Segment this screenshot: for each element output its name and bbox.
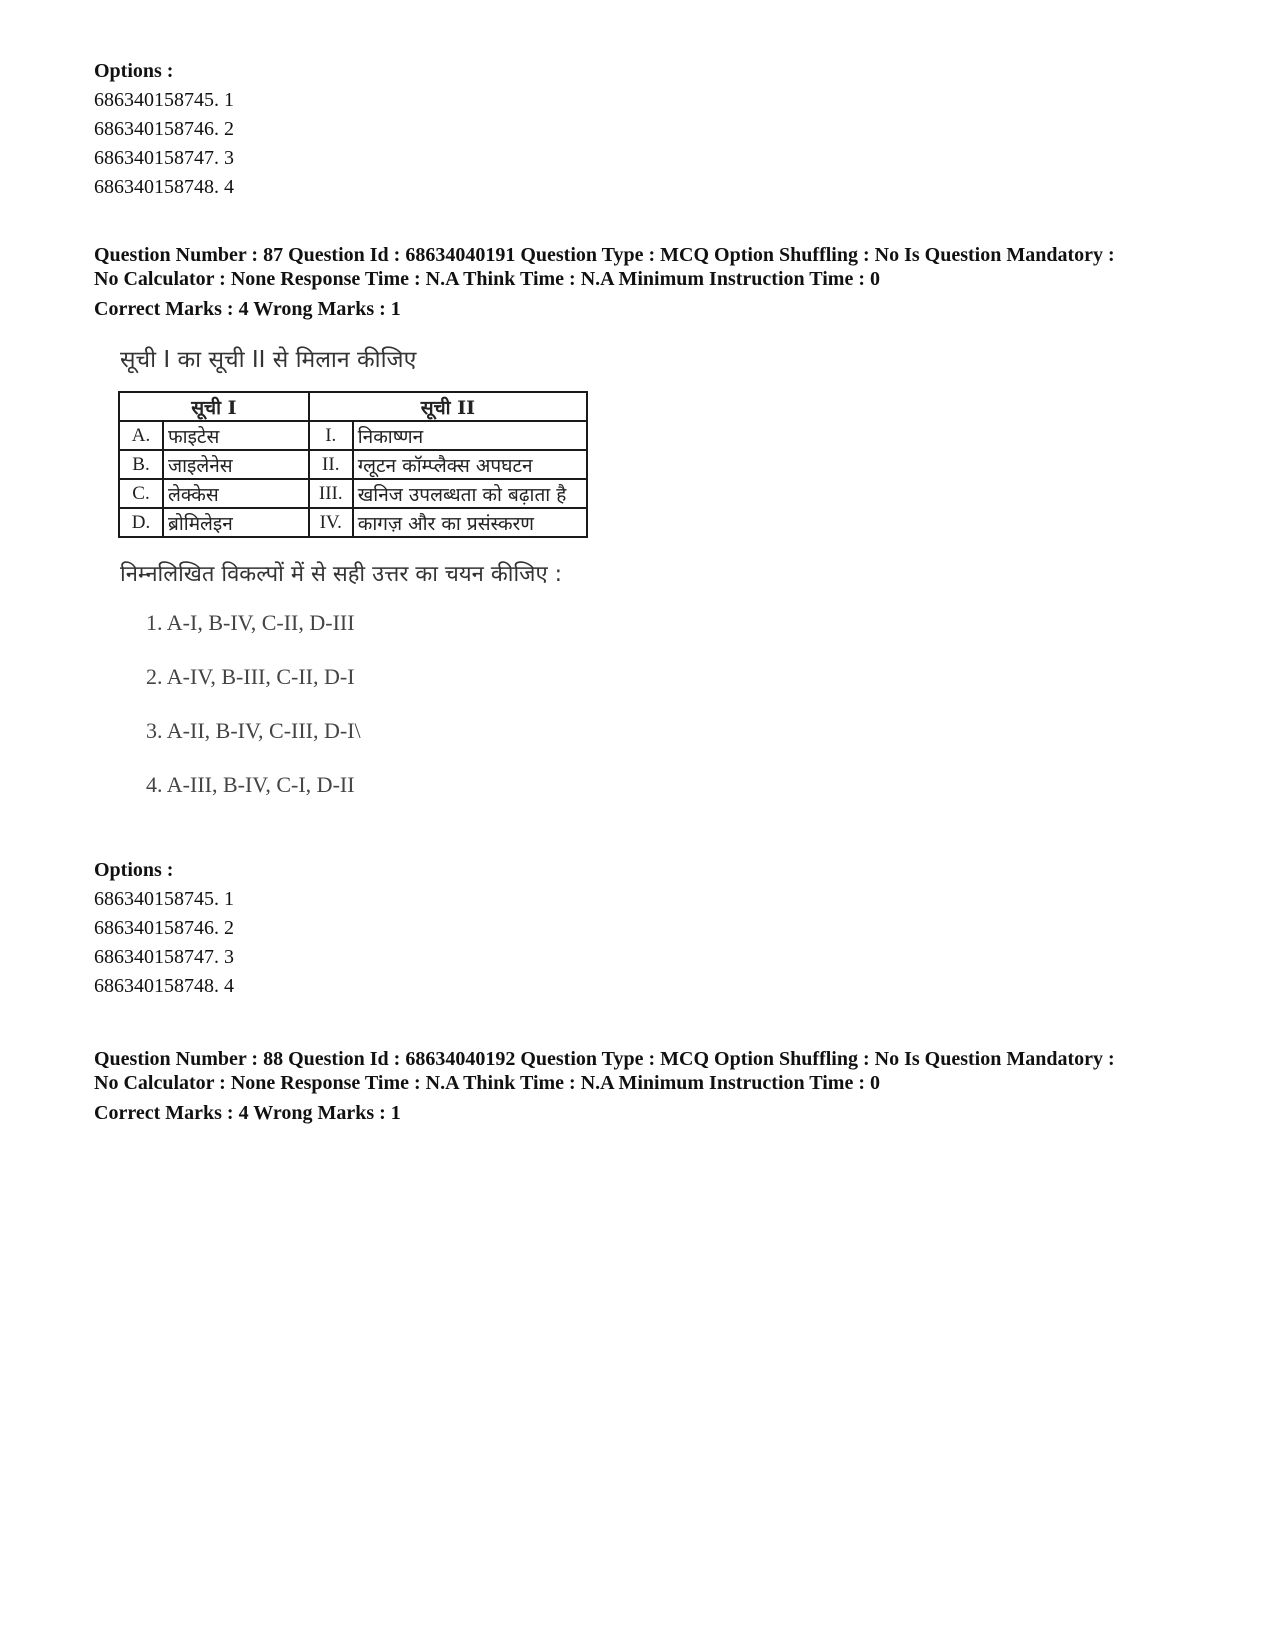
options-heading: Options : [94,60,174,82]
question-87-options [94,856,1204,1001]
question-87-meta [94,243,1204,321]
option-item: 686340158746. 2 [94,917,234,939]
list-2-value: कागज़ और का प्रसंस्करण [353,508,587,537]
option-item: 686340158747. 3 [94,946,234,968]
top-options-section [94,57,1204,202]
list-1-value: ब्रोमिलेइन [163,508,309,537]
list-1-header: सूची I [119,392,309,421]
answer-choice: 1. A-I, B-IV, C-II, D-III [146,610,355,635]
list-2-key: II. [309,450,353,479]
list-2-key: III. [309,479,353,508]
list-1-key: D. [119,508,163,537]
list-1-key: A. [119,421,163,450]
question-marks: Correct Marks : 4 Wrong Marks : 1 [94,298,401,320]
table-row [119,479,587,508]
answer-choice: 2. A-IV, B-III, C-II, D-I [146,664,355,689]
list-1-value: लेक्केस [163,479,309,508]
question-title: सूची I का सूची II से मिलान कीजिए [120,347,417,373]
option-item: 686340158745. 1 [94,89,234,111]
list-2-header: सूची II [309,392,587,421]
answer-choice: 4. A-III, B-IV, C-I, D-II [146,772,355,797]
question-meta-line: Question Number : 88 Question Id : 68634040192 Question Type : MCQ Option Shuffling : No Is Question Mandatory : [94,1048,1115,1070]
match-table [118,391,588,538]
list-2-value: ग्लूटन कॉम्प्लैक्स अपघटन [353,450,587,479]
option-item: 686340158746. 2 [94,118,234,140]
question-meta-line: Question Number : 87 Question Id : 68634040191 Question Type : MCQ Option Shuffling : No Is Question Mandatory : [94,244,1115,266]
question-meta-line: No Calculator : None Response Time : N.A Think Time : N.A Minimum Instruction Time : 0 [94,268,880,290]
list-2-value: निकाष्णन [353,421,587,450]
question-instruction: निम्नलिखित विकल्पों में से सही उत्तर का चयन कीजिए : [120,562,563,587]
match-table-header [119,392,587,421]
table-row [119,450,587,479]
list-2-key: IV. [309,508,353,537]
list-1-value: फाइटेस [163,421,309,450]
option-item: 686340158748. 4 [94,975,234,997]
option-item: 686340158745. 1 [94,888,234,910]
answer-choices [146,610,618,826]
question-87-body [118,345,618,826]
options-heading: Options : [94,859,174,881]
list-2-value: खनिज उपलब्धता को बढ़ाता है [353,479,587,508]
question-marks: Correct Marks : 4 Wrong Marks : 1 [94,1102,401,1124]
list-1-key: C. [119,479,163,508]
question-meta-line: No Calculator : None Response Time : N.A Think Time : N.A Minimum Instruction Time : 0 [94,1072,880,1094]
option-item: 686340158748. 4 [94,176,234,198]
list-2-key: I. [309,421,353,450]
list-1-key: B. [119,450,163,479]
question-88-meta [94,1047,1204,1125]
table-row [119,508,587,537]
answer-choice: 3. A-II, B-IV, C-III, D-I\ [146,718,361,743]
list-1-value: जाइलेनेस [163,450,309,479]
table-row [119,421,587,450]
option-item: 686340158747. 3 [94,147,234,169]
